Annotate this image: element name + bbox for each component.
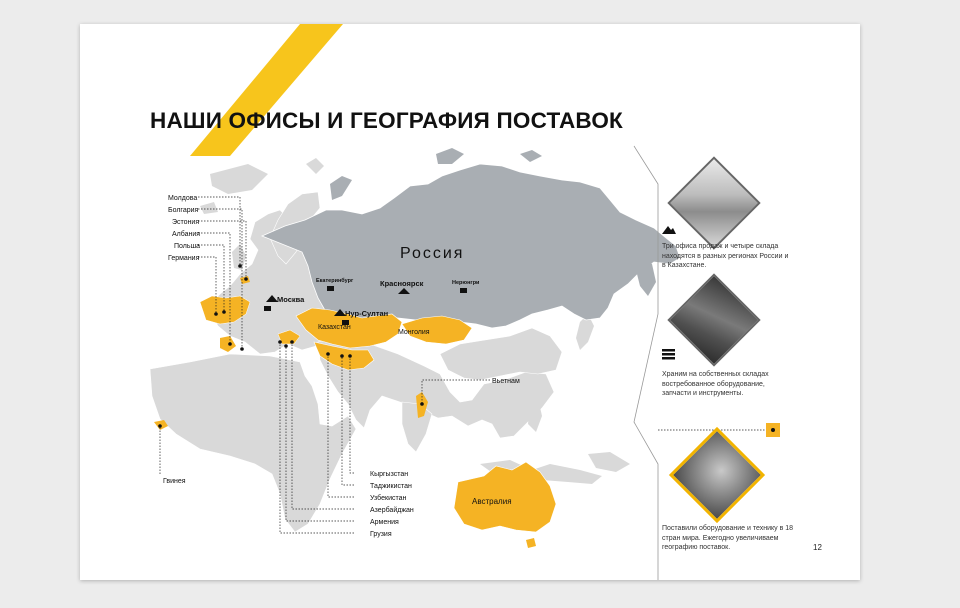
europe-labels <box>168 195 200 262</box>
russia-landmass <box>262 164 680 328</box>
label-albania: Албания <box>172 231 201 238</box>
page-number: 12 <box>813 543 822 552</box>
russia-label: Россия <box>400 245 465 262</box>
warehouse-icon <box>327 286 334 291</box>
brochure-page <box>80 24 860 580</box>
label-tajikistan: Таджикистан <box>370 483 412 490</box>
label-germany: Германия <box>168 255 200 262</box>
severnaya-zemlya <box>436 148 464 164</box>
australia-label: Австралия <box>472 497 512 506</box>
page-title: НАШИ ОФИСЫ И ГЕОГРАФИЯ ПОСТАВОК <box>150 108 623 133</box>
svalbard-landmass <box>306 158 324 174</box>
iceland-landmass <box>200 202 218 214</box>
label-uzbekistan: Узбекистан <box>370 495 407 502</box>
label-moldova: Молдова <box>168 195 198 202</box>
label-armenia: Армения <box>370 519 399 526</box>
label-georgia: Грузия <box>370 531 392 538</box>
mongolia-label: Монголия <box>398 329 430 336</box>
label-kyrgyzstan: Кыргызстан <box>370 471 409 478</box>
kazakhstan-label: Казахстан <box>318 324 351 331</box>
moscow-label: Москва <box>277 295 305 304</box>
label-vietnam: Вьетнам <box>492 378 520 385</box>
ekaterinburg-label: Екатеринбург <box>316 278 354 284</box>
label-azerbaijan: Азербайджан <box>370 507 414 514</box>
office-icon <box>662 224 676 234</box>
panel-connector-line <box>634 146 658 580</box>
sidebar-text-countries: Поставили оборудование и технику в 18 стран мира. Ежегодно увеличиваем географию поставок. <box>662 525 794 551</box>
sidebar-text-offices: Три офиса продаж и четыре склада находятся в разных регионах России и в Казахстане. <box>662 243 789 269</box>
sidebar-text-warehouses: Храним на собственных складах востребованное оборудование, запчасти и инструменты. <box>662 371 769 397</box>
label-guinea: Гвинея <box>163 478 186 485</box>
label-poland: Польша <box>174 243 201 250</box>
warehouse-icon <box>460 288 467 293</box>
warehouse-icon <box>264 306 271 311</box>
asia-labels <box>370 471 414 538</box>
novaya-zemlya <box>330 176 352 200</box>
neryungri-label: Нерюнгри <box>452 280 480 286</box>
nur-sultan-label: Нур-Султан <box>345 309 389 318</box>
label-bulgaria: Болгария <box>168 207 199 214</box>
new-guinea-landmass <box>588 452 630 472</box>
label-estonia: Эстония <box>172 219 200 226</box>
greenland-landmass <box>210 164 268 194</box>
warehouse-icon <box>662 349 676 361</box>
tasmania-landmass <box>526 538 536 548</box>
krasnoyarsk-label: Красноярск <box>380 279 424 288</box>
balkans-highlight <box>220 336 236 352</box>
africa-landmass <box>150 354 356 532</box>
novosibirsk-islands <box>520 150 542 162</box>
